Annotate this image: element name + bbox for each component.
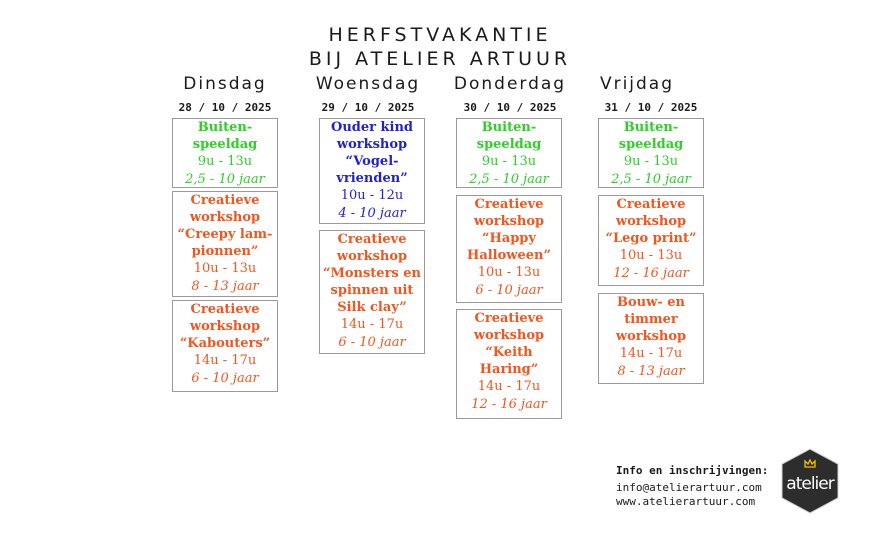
activity-title: Creatieve workshop “Kabouters” [179, 302, 271, 351]
activity-title: Creatieve workshop “Keith Haring” [473, 311, 545, 377]
activity-title: Buiten- speeldag [192, 120, 258, 152]
activity-age: 6 - 10 jaar [338, 335, 406, 350]
activity-title: Creatieve workshop “Lego print” [605, 197, 697, 246]
activity-time: 9u - 13u [623, 154, 679, 169]
activity-title: Bouw- en timmer workshop [615, 295, 687, 344]
activity-time: 14u - 17u [619, 346, 683, 361]
activity-time: 10u - 13u [619, 248, 683, 263]
activity-title: Creatieve workshop “Monsters en spinnen uit Silk clay” [322, 232, 421, 315]
activity-age: 6 - 10 jaar [475, 283, 543, 298]
activity-time: 14u - 17u [477, 379, 541, 394]
activity-time: 14u - 17u [340, 317, 404, 332]
activity-age: 4 - 10 jaar [338, 206, 406, 221]
activity-age: 8 - 13 jaar [191, 279, 259, 294]
info-email[interactable]: info@atelierartuur.com [616, 481, 762, 494]
activity-age: 8 - 13 jaar [617, 364, 685, 379]
activity-age: 2,5 - 10 jaar [469, 172, 549, 187]
activity-time: 10u - 13u [193, 261, 257, 276]
activity-age: 2,5 - 10 jaar [185, 172, 265, 187]
activity-card [319, 118, 425, 224]
activity-age: 12 - 16 jaar [613, 266, 689, 281]
activity-title: Buiten- speeldag [618, 120, 684, 152]
date-vrijdag: 31 / 10 / 2025 [604, 101, 698, 114]
page-title-line-1: HERFSTVAKANTIE [328, 24, 552, 46]
activity-card [598, 293, 704, 384]
activity-card [598, 195, 704, 286]
activity-age: 6 - 10 jaar [191, 371, 259, 386]
activity-time: 9u - 13u [481, 154, 537, 169]
activity-card [172, 300, 278, 392]
activity-time: 10u - 13u [477, 265, 541, 280]
activity-card [172, 118, 278, 188]
activity-card [598, 118, 704, 188]
day-header-dinsdag: Dinsdag [183, 74, 267, 94]
day-header-donderdag: Donderdag [453, 74, 567, 94]
activity-card [172, 191, 278, 297]
activity-title: Creatieve workshop “Creepy lam- pionnen” [177, 193, 273, 259]
activity-time: 14u - 17u [193, 353, 257, 368]
activity-age: 2,5 - 10 jaar [611, 172, 691, 187]
info-website[interactable]: www.atelierartuur.com [616, 495, 756, 508]
activity-card [456, 309, 562, 419]
activity-time: 10u - 12u [340, 188, 404, 203]
date-dinsdag: 28 / 10 / 2025 [178, 101, 272, 114]
activity-card [456, 195, 562, 303]
activity-title: Buiten- speeldag [476, 120, 542, 152]
activity-title: Ouder kind workshop “Vogel- vrienden” [331, 120, 413, 186]
date-donderdag: 30 / 10 / 2025 [463, 101, 557, 114]
day-header-vrijdag: Vrijdag [599, 74, 675, 94]
activity-time: 9u - 13u [197, 154, 253, 169]
logo-text: atelier [786, 474, 834, 494]
activity-age: 12 - 16 jaar [471, 397, 547, 412]
date-woensdag: 29 / 10 / 2025 [321, 101, 415, 114]
activity-card [319, 230, 425, 354]
day-header-woensdag: Woensdag [315, 74, 421, 94]
info-label: Info en inschrijvingen: [616, 464, 769, 477]
activity-card [456, 118, 562, 188]
activity-title: Creatieve workshop “Happy Halloween” [467, 197, 551, 263]
page-title-line-2: BIJ ATELIER ARTUUR [308, 48, 572, 70]
crown-icon [804, 459, 816, 468]
atelier-logo [779, 448, 841, 514]
